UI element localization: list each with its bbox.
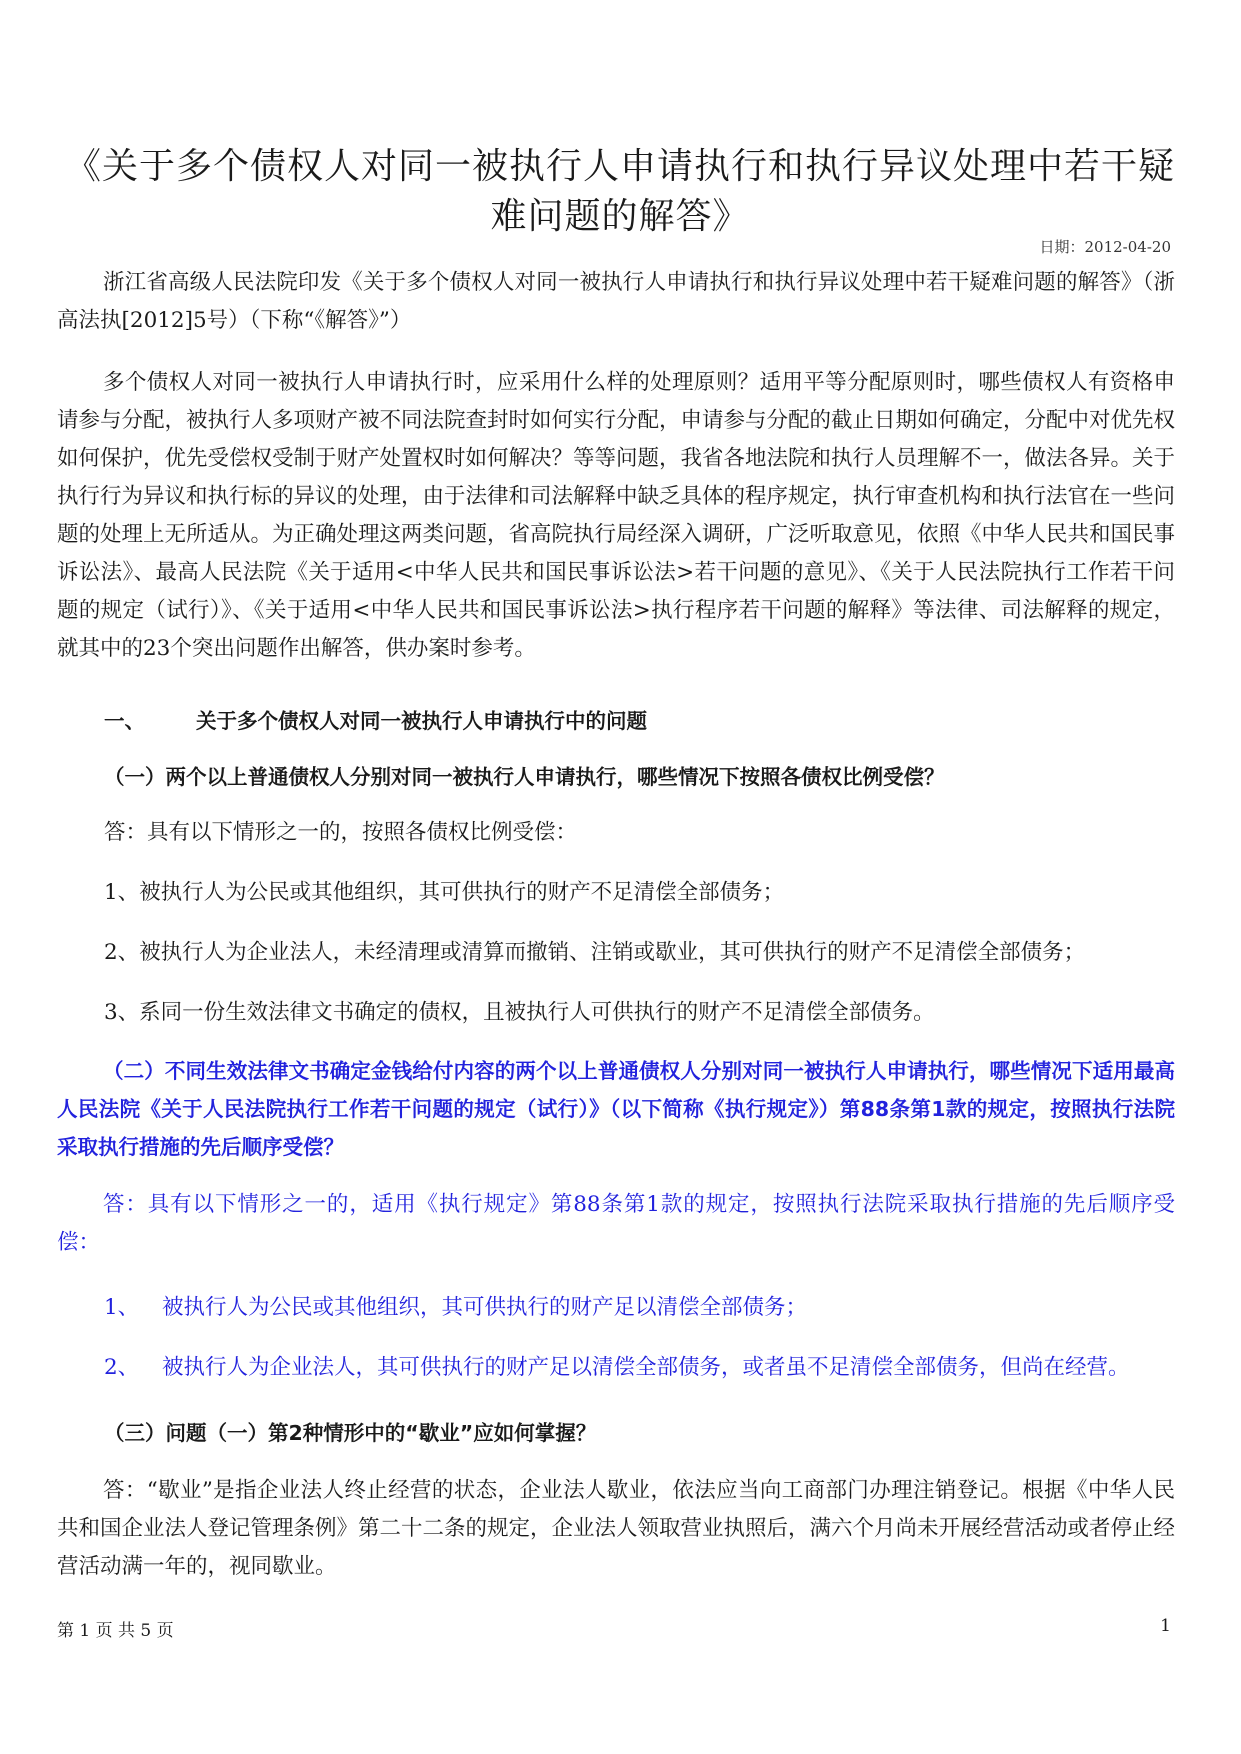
item-number: 1、 bbox=[104, 1295, 140, 1320]
question-3: （三）问题（一）第2种情形中的“歇业”应如何掌握？ bbox=[104, 1421, 597, 1445]
answer-3: 答：“歇业”是指企业法人终止经营的状态，企业法人歇业，依法应当向工商部门办理注销登记。根据《中华人民共和国企业法人登记管理条例》第二十二条的规定，企业法人领取营业执照后，满六个月尚未开展经营活动或者停止经营活动满一年的，视同歇业。 bbox=[57, 1478, 1176, 1579]
answer-1-item: 1、被执行人为公民或其他组织，其可供执行的财产不足清偿全部债务； bbox=[104, 880, 785, 905]
answer-1-item: 2、被执行人为企业法人，未经清理或清算而撤销、注销或歇业，其可供执行的财产不足清偿全部债务； bbox=[104, 940, 1086, 965]
page-number: 1 bbox=[1160, 1616, 1171, 1636]
preface-paragraph: 多个债权人对同一被执行人申请执行时，应采用什么样的处理原则？适用平等分配原则时，哪些债权人有资格申请参与分配，被执行人多项财产被不同法院查封时如何实行分配，申请参与分配的截止日期如何确定，分配中对优先权如何保护，优先受偿权受制于财产处置权时如何解决？等等问题，我省各地法院和执行人员理解不一，做法各异。关于执行行为异议和执行标的异议的处理，由于法律和司法解释中缺乏具体的程序规定，执行审查机构和执行法官在一些问题的处理上无所适从。为正确处理这两类问题，省高院执行局经深入调研，广泛听取意见，依照《中华人民共和国民事诉讼法》、最高人民法院《关于适用<中华人民共和国民事诉讼法>若干问题的意见》、《关于人民法院执行工作若干问题的规定（试行）》、《关于适用<中华人民共和国民事诉讼法>执行程序若干问题的解释》等法律、司法解释的规定，就其中的23个突出问题作出解答，供办案时参考。 bbox=[57, 370, 1176, 661]
item-number: 2、 bbox=[104, 1355, 140, 1380]
item-text: 被执行人为公民或其他组织，其可供执行的财产足以清偿全部债务； bbox=[162, 1295, 808, 1320]
section-title: 关于多个债权人对同一被执行人申请执行中的问题 bbox=[196, 709, 647, 733]
page-info: 第 1 页 共 5 页 bbox=[57, 1621, 174, 1641]
section-number: 一、 bbox=[104, 709, 145, 733]
answer-2-item bbox=[104, 1350, 1130, 1381]
item-text: 被执行人为企业法人，其可供执行的财产足以清偿全部债务，或者虽不足清偿全部债务，但尚在经营。 bbox=[162, 1355, 1130, 1380]
answer-2: 答：具有以下情形之一的，适用《执行规定》第88条第1款的规定，按照执行法院采取执行措施的先后顺序受偿： bbox=[57, 1192, 1175, 1255]
section-heading bbox=[104, 704, 647, 734]
document-title: 《关于多个债权人对同一被执行人申请执行和执行异议处理中若干疑难问题的解答》 bbox=[64, 146, 1175, 237]
question-2: （二）不同生效法律文书确定金钱给付内容的两个以上普通债权人分别对同一被执行人申请执行，哪些情况下适用最高人民法院《关于人民法院执行工作若干问题的规定（试行）》（以下简称《执行规定》）第88条第1款的规定，按照执行法院采取执行措施的先后顺序受偿？ bbox=[57, 1059, 1175, 1159]
answer-1-item: 3、系同一份生效法律文书确定的债权，且被执行人可供执行的财产不足清偿全部债务。 bbox=[104, 1000, 935, 1025]
answer-2-item bbox=[104, 1290, 807, 1321]
publish-date: 日期：2012-04-20 bbox=[1039, 238, 1171, 256]
question-1: （一）两个以上普通债权人分别对同一被执行人申请执行，哪些情况下按照各债权比例受偿？ bbox=[104, 765, 945, 789]
answer-1: 答：具有以下情形之一的，按照各债权比例受偿： bbox=[104, 820, 578, 845]
intro-paragraph: 浙江省高级人民法院印发《关于多个债权人对同一被执行人申请执行和执行异议处理中若干疑难问题的解答》（浙高法执[2012]5号）（下称“《解答》”） bbox=[57, 270, 1175, 333]
